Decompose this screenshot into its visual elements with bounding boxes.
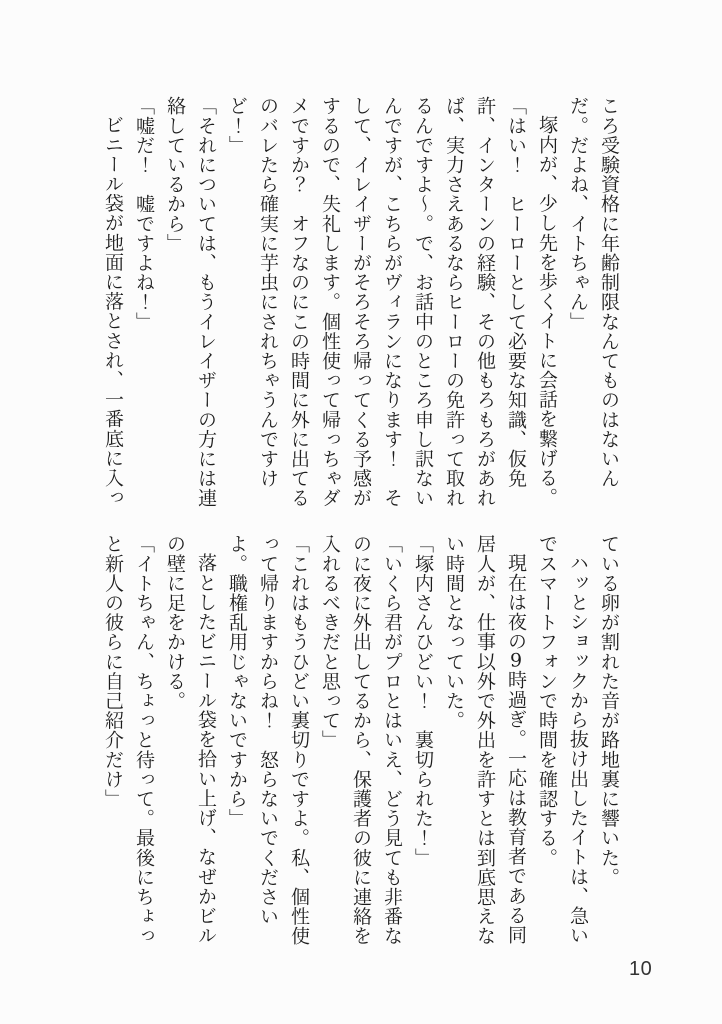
text-column: 「はい！ ヒーローとして必要な知識、仮免 — [505, 96, 527, 488]
text-column: 「これはもうひどい裏切りですよ。私、個性使 — [288, 534, 310, 946]
text-column: るんですよ～。で、お話中のところ申し訳ない — [412, 96, 434, 508]
text-column: だ。だよね、イトちゃん」 — [567, 96, 589, 332]
text-column: して、イレイザーがそろそろ帰ってくる予感が — [350, 96, 372, 508]
text-column: のバレたら確実に芋虫にされちゃうんですけ — [257, 96, 279, 488]
text-column: するので、失礼します。個性使って帰っちゃダ — [319, 96, 341, 508]
bottom-text-block — [97, 534, 624, 948]
text-column: と新人の彼らに自己紹介だけ」 — [102, 534, 124, 809]
text-column: 「塚内さんひどい！ 裏切られた！」 — [412, 534, 434, 868]
text-column: でスマートフォンで時間を確認する。 — [536, 534, 558, 868]
text-column: メですか？ オフなのにこの時間に外に出てる — [288, 96, 310, 508]
text-column: って帰りますからね！ 怒らないでください — [257, 534, 279, 926]
text-column: ている卵が割れた音が路地裏に響いた。 — [598, 534, 620, 887]
text-column: 「それについては、もうイレイザーの方には連 — [195, 96, 217, 508]
text-column: ば、実力さえあるならヒーローの免許って取れ — [443, 96, 465, 508]
top-text-block — [97, 96, 624, 510]
text-column: の壁に足をかける。 — [164, 534, 186, 711]
text-column: んですが、こちらがヴィランになります！ そ — [381, 96, 403, 508]
text-column: 「いくら君がプロとはいえ、どう見ても非番な — [381, 534, 403, 946]
text-column: ビニール袋が地面に落とされ、一番底に入っ — [102, 115, 124, 507]
text-column: のに夜に外出してるから、保護者の彼に連絡を — [350, 534, 372, 946]
text-column: い時間となっていた。 — [443, 534, 465, 730]
text-column: 許、インターンの経験、その他もろもろがあれ — [474, 96, 496, 508]
text-column: よ。職権乱用じゃないですから」 — [226, 534, 248, 828]
text-column: ど！」 — [226, 96, 248, 155]
text-column: 入れるべきだと思って」 — [319, 534, 341, 750]
text-column: 「嘘だ！ 嘘ですよね！」 — [133, 96, 155, 332]
text-column: 「イトちゃん、ちょっと待って。最後にちょっ — [133, 534, 155, 946]
text-column: 絡しているから」 — [164, 96, 186, 253]
text-column: ころ受験資格に年齢制限なんてものはないん — [598, 96, 620, 488]
text-column: 居人が、仕事以外で外出を許すとは到底思えな — [474, 534, 496, 946]
page-number: 10 — [629, 958, 653, 980]
text-column: 現在は夜の9時過ぎ。一応は教育者である同 — [505, 553, 527, 945]
text-column: ハッとショックから抜け出したイトは、急い — [567, 553, 589, 945]
text-column: 落としたビニール袋を拾い上げ、なぜかビル — [195, 553, 217, 945]
text-column: 塚内が、少し先を歩くイトに会話を繋げる。 — [536, 115, 558, 507]
